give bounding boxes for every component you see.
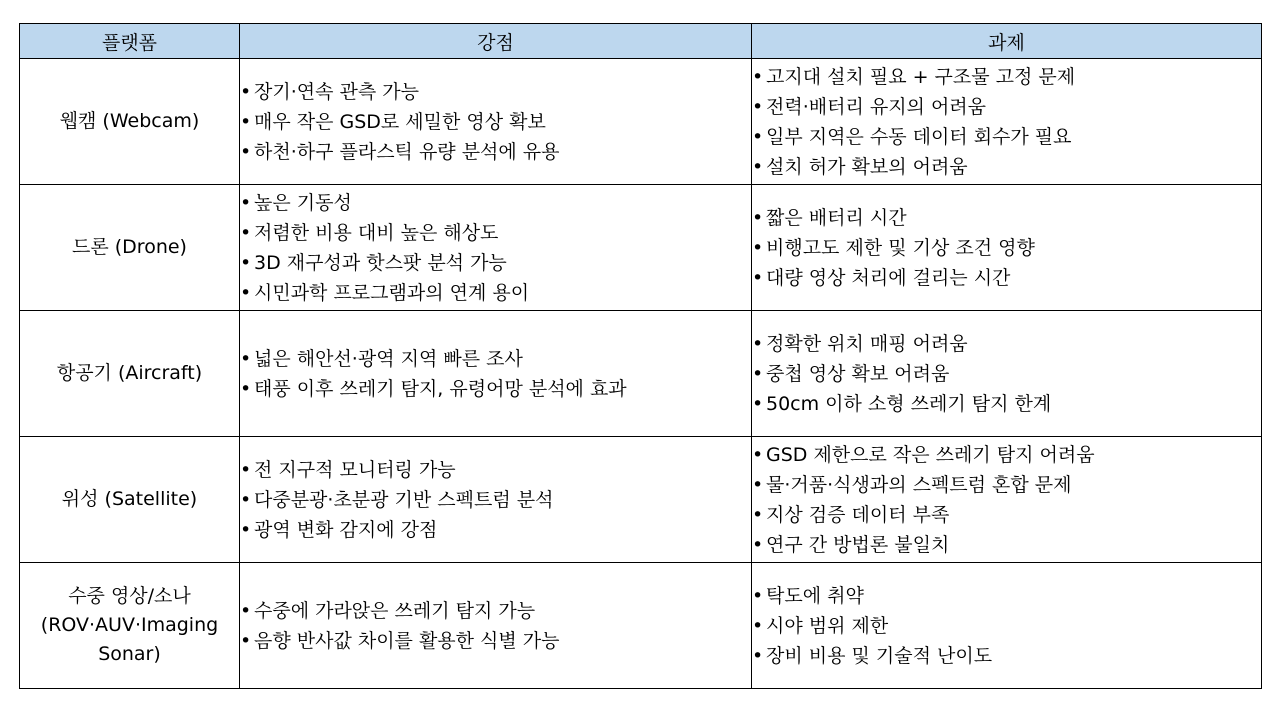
challenge-item-text: 설치 허가 확보의 어려움: [766, 155, 968, 178]
challenge-item-text: 정확한 위치 매핑 어려움: [766, 332, 968, 355]
table-row: [20, 59, 1262, 185]
header-strengths: 강점: [240, 24, 752, 59]
challenge-item-text: 시야 범위 제한: [766, 614, 889, 637]
strength-item: [240, 455, 751, 485]
challenge-item: [752, 359, 1261, 389]
challenge-item-text: 일부 지역은 수동 데이터 회수가 필요: [766, 125, 1072, 148]
bullet-icon: •: [240, 518, 252, 541]
challenge-item-text: 50cm 이하 소형 쓰레기 탐지 한계: [766, 392, 1052, 415]
platform-name: 웹캠 (Webcam): [59, 110, 200, 132]
platform-cell: [20, 185, 240, 311]
challenge-item: [752, 611, 1261, 641]
challenges-list: [752, 329, 1261, 419]
bullet-icon: •: [752, 392, 764, 415]
bullet-icon: •: [752, 533, 764, 556]
strengths-cell: [240, 437, 752, 563]
header-challenges: 과제: [752, 24, 1262, 59]
platform-cell: [20, 59, 240, 185]
strength-item: [240, 626, 751, 656]
challenge-item-text: 탁도에 취약: [766, 584, 864, 607]
challenge-item: [752, 530, 1261, 560]
bullet-icon: •: [240, 347, 252, 370]
strength-item-text: 장기·연속 관측 가능: [254, 80, 419, 103]
strength-item: [240, 218, 751, 248]
platform-name: 항공기 (Aircraft): [56, 362, 203, 384]
challenge-item: [752, 263, 1261, 293]
challenge-item-text: 고지대 설치 필요 + 구조물 고정 문제: [766, 65, 1076, 88]
bullet-icon: •: [240, 599, 252, 622]
bullet-icon: •: [752, 95, 764, 118]
platform-cell: [20, 437, 240, 563]
challenge-item-text: 대량 영상 처리에 걸리는 시간: [766, 266, 1011, 289]
platform-name: 위성 (Satellite): [61, 488, 198, 510]
challenge-item: [752, 203, 1261, 233]
challenge-item: [752, 581, 1261, 611]
strengths-cell: [240, 59, 752, 185]
bullet-icon: •: [240, 110, 252, 133]
strength-item: [240, 374, 751, 404]
strength-item-text: 태풍 이후 쓰레기 탐지, 유령어망 분석에 효과: [254, 377, 627, 400]
header-platform: 플랫폼: [20, 24, 240, 59]
platform-name: 수중 영상/소나 (ROV·AUV·Imaging Sonar): [40, 585, 219, 665]
challenge-item-text: 지상 검증 데이터 부족: [766, 503, 950, 526]
challenge-item-text: 연구 간 방법론 불일치: [766, 533, 950, 556]
bullet-icon: •: [240, 191, 252, 214]
strength-item-text: 매우 작은 GSD로 세밀한 영상 확보: [254, 110, 546, 133]
bullet-icon: •: [752, 443, 764, 466]
strength-item-text: 음향 반사값 차이를 활용한 식별 가능: [254, 629, 560, 652]
challenge-item-text: 짧은 배터리 시간: [766, 206, 907, 229]
bullet-icon: •: [752, 362, 764, 385]
strength-item: [240, 137, 751, 167]
strength-item: [240, 278, 751, 308]
strength-item-text: 높은 기동성: [254, 191, 352, 214]
strengths-list: [240, 188, 751, 308]
challenge-item: [752, 152, 1261, 182]
challenge-item: [752, 122, 1261, 152]
bullet-icon: •: [752, 125, 764, 148]
strengths-list: [240, 455, 751, 545]
bullet-icon: •: [752, 236, 764, 259]
bullet-icon: •: [240, 140, 252, 163]
bullet-icon: •: [240, 458, 252, 481]
table-row: [20, 437, 1262, 563]
strength-item: [240, 515, 751, 545]
bullet-icon: •: [752, 644, 764, 667]
table-row: [20, 185, 1262, 311]
table-row: [20, 311, 1262, 437]
strengths-list: [240, 596, 751, 656]
table-row: [20, 563, 1262, 689]
strength-item-text: 하천·하구 플라스틱 유량 분석에 유용: [254, 140, 560, 163]
challenge-item: [752, 92, 1261, 122]
strength-item: [240, 107, 751, 137]
platform-cell: [20, 563, 240, 689]
bullet-icon: •: [240, 221, 252, 244]
strength-item-text: 3D 재구성과 핫스팟 분석 가능: [254, 251, 507, 274]
bullet-icon: •: [752, 206, 764, 229]
header-row: [20, 24, 1262, 59]
bullet-icon: •: [752, 614, 764, 637]
platform-cell: [20, 311, 240, 437]
strength-item-text: 다중분광·초분광 기반 스펙트럼 분석: [254, 488, 554, 511]
challenge-item-text: GSD 제한으로 작은 쓰레기 탐지 어려움: [766, 443, 1095, 466]
challenge-item: [752, 500, 1261, 530]
challenge-item-text: 중첩 영상 확보 어려움: [766, 362, 950, 385]
strengths-cell: [240, 185, 752, 311]
bullet-icon: •: [752, 65, 764, 88]
strength-item-text: 시민과학 프로그램과의 연계 용이: [254, 281, 530, 304]
bullet-icon: •: [240, 488, 252, 511]
platform-comparison-table: [19, 23, 1262, 689]
strength-item: [240, 344, 751, 374]
bullet-icon: •: [752, 584, 764, 607]
bullet-icon: •: [752, 503, 764, 526]
challenges-list: [752, 203, 1261, 293]
challenge-item: [752, 440, 1261, 470]
strength-item: [240, 248, 751, 278]
strength-item-text: 전 지구적 모니터링 가능: [254, 458, 456, 481]
challenges-cell: [752, 563, 1262, 689]
challenge-item: [752, 470, 1261, 500]
strengths-list: [240, 344, 751, 404]
challenges-list: [752, 440, 1261, 560]
challenge-item: [752, 329, 1261, 359]
strength-item: [240, 188, 751, 218]
challenge-item: [752, 62, 1261, 92]
challenges-cell: [752, 311, 1262, 437]
challenge-item-text: 물·거품·식생과의 스펙트럼 혼합 문제: [766, 473, 1072, 496]
strengths-cell: [240, 563, 752, 689]
bullet-icon: •: [240, 629, 252, 652]
strength-item: [240, 596, 751, 626]
challenge-item-text: 비행고도 제한 및 기상 조건 영향: [766, 236, 1035, 259]
strength-item: [240, 485, 751, 515]
bullet-icon: •: [752, 266, 764, 289]
bullet-icon: •: [752, 155, 764, 178]
challenges-list: [752, 62, 1261, 182]
challenges-cell: [752, 185, 1262, 311]
strengths-list: [240, 77, 751, 167]
challenge-item: [752, 389, 1261, 419]
challenges-list: [752, 581, 1261, 671]
strength-item-text: 넓은 해안선·광역 지역 빠른 조사: [254, 347, 523, 370]
strengths-cell: [240, 311, 752, 437]
challenge-item-text: 전력·배터리 유지의 어려움: [766, 95, 987, 118]
challenge-item: [752, 641, 1261, 671]
strength-item: [240, 77, 751, 107]
bullet-icon: •: [240, 80, 252, 103]
strength-item-text: 수중에 가라앉은 쓰레기 탐지 가능: [254, 599, 536, 622]
challenges-cell: [752, 437, 1262, 563]
challenge-item: [752, 233, 1261, 263]
bullet-icon: •: [240, 251, 252, 274]
bullet-icon: •: [240, 281, 252, 304]
strength-item-text: 광역 변화 감지에 강점: [254, 518, 438, 541]
strength-item-text: 저렴한 비용 대비 높은 해상도: [254, 221, 499, 244]
challenge-item-text: 장비 비용 및 기술적 난이도: [766, 644, 993, 667]
bullet-icon: •: [240, 377, 252, 400]
bullet-icon: •: [752, 473, 764, 496]
platform-name: 드론 (Drone): [72, 236, 187, 258]
bullet-icon: •: [752, 332, 764, 355]
challenges-cell: [752, 59, 1262, 185]
